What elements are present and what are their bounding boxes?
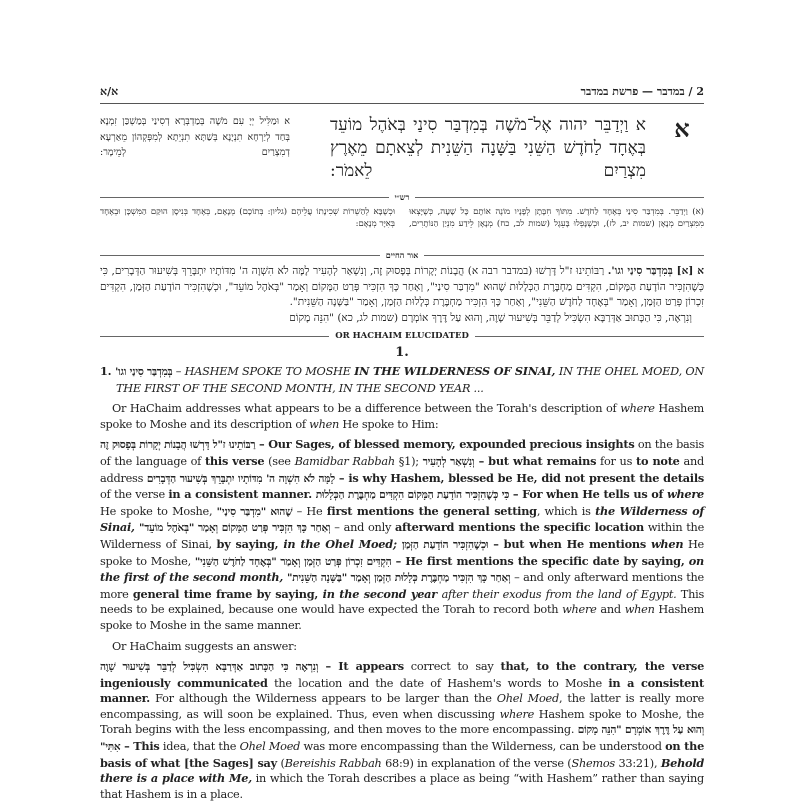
- text-segment: by saying,: [216, 536, 284, 551]
- text-segment: , the latter is really more encompassing, as will soon be explained. Thus, even when discussing: [100, 692, 705, 721]
- hebrew-quote: וּכְשֶׁהִזְכִּיר הוֹדָעַת הַזְּמַן: [401, 538, 489, 551]
- running-header: [100, 82, 704, 104]
- hebrew-quote: וְאַחַר כָּךְ הִזְכִּיר פְּרַט הַמָּקוֹם וְאָמַר "בְּאֹהֶל מוֹעֵד": [138, 522, 331, 535]
- rashi-text: (א) וַיְדַבֵּר. בְּמִדְבַּר סִינַי בְּאֶחָד לַחֹדֶשׁ. מִתּוֹךְ חִבָּתָן לְפָנָיו מוֹנֶה אוֹתָם כָּל שָׁעָה, כְּשֶׁיָּצְאוּ מִמִּצְרַיִם מְנָאָן (שמות יב, לז), וּכְשֶׁנָּפְלוּ בָּעֵגֶל (שמות לב, כח) מְנָאָן לֵידַע מִנְיַן הַנּוֹתָרִים, וּכְשֶׁבָּא לְהַשְׁרוֹת שְׁכִינָתוֹ עֲלֵיהֶם (גליון: בְּתוֹכָם) מְנָאָם, בְּאֶחָד בְּנִיסָן הוּקַם הַמִּשְׁכָּן וּבְאֶחָד בְּאִיָּר מְנָאָם:: [100, 207, 704, 229]
- text-segment: afterward mentions the: [573, 571, 704, 585]
- text-segment: where: [666, 487, 704, 502]
- elucidated-label: OR HACHAIM ELUCIDATED: [335, 331, 469, 341]
- text-segment: Ohel Moed: [496, 692, 559, 706]
- text-segment: – For when He tells us of: [509, 487, 667, 502]
- text-segment: Hashem spoke to Moshe in the same manner.: [100, 603, 704, 632]
- elucidation-paragraph: [100, 659, 704, 802]
- text-segment: when: [650, 536, 684, 551]
- text-segment: –: [172, 365, 185, 378]
- verse-text: א וַיְדַבֵּר יהוה אֶל־מֹשֶׁה בְּמִדְבַּר סִינַי בְּאֹהֶל מוֹעֵד בְּאֶחָד לַחֹדֶשׁ הַשֵּׁנִי בַּשָּׁנָה הַשֵּׁנִית לְצֵאתָם מֵאֶרֶץ מִצְרַיִם לֵאמֹר:: [330, 115, 646, 181]
- chapter-verse-ref: א/א: [100, 85, 119, 98]
- rashi-label: רש״י: [394, 192, 410, 202]
- hebrew-quote: בְּמִדְבַּר סִינַי וגו': [115, 366, 173, 378]
- text-segment: §1);: [394, 454, 423, 468]
- text-segment: Shemos: [571, 756, 615, 770]
- or-hachaim-p1: רַבּוֹתֵינוּ ז"ל דָּרְשׁוּ (במדבר רבה א) הֲבָנוֹת יְקָרוֹת בְּפָסוּק זֶה, וְנִשְׁאַר לְהָעִיר לָמָּה לֹא הִשְׁוָה ה' מִדּוֹתָיו יִתְבָּרֵךְ בְּשִׁיעוּר הַדְּבָרִים, כִּי כְּשֶׁהִזְכִּיר הוֹדָעַת הַמָּקוֹם, הִקְדִּים מַחְבֶּרֶת הַכְּלָלוּת שֶׁהוּא "מִדְבַּר סִינַי", וְאַחַר כָּךְ הִזְכִּיר פְּרַט הַמָּקוֹם וְאָמַר "בְּאֹהֶל מוֹעֵד", וּכְשֶׁהִזְכִּיר הוֹדָעַת הַזְּמַן, הִקְדִּים זִכְרוֹן פְּרַט הַזְּמַן, וְאָמַר "בְּאֶחָד לַחֹדֶשׁ הַשֵּׁנִי", וְאַחַר כָּךְ הִזְכִּיר מַחְבֶּרֶת כְּלָלוּת הַזְּמַן, וְאָמַר "בַּשָּׁנָה הַשֵּׁנִית".: [100, 265, 704, 308]
- hebrew-quote: הִקְדִּים זִכְרוֹן פְּרַט הַזְּמַן וְאָמַר "בְּאֶחָד לַחֹדֶשׁ הַשֵּׁנִי": [194, 555, 392, 568]
- parsha-title: 2 / במדבר — פרשת במדבר: [580, 85, 704, 98]
- text-segment: – He first mentions the specific date by saying,: [391, 553, 689, 568]
- text-segment: – This: [120, 739, 160, 754]
- text-segment: Ohel Moed: [239, 740, 301, 754]
- text-segment: idea, that the: [159, 740, 240, 754]
- text-segment: for us: [596, 454, 636, 468]
- text-segment: He spoke to Moshe,: [100, 537, 704, 568]
- text-segment: HASHEM SPOKE TO MOSHE: [184, 365, 355, 378]
- text-segment: more: [100, 587, 133, 601]
- elucidated-divider: [100, 331, 704, 341]
- text-segment: to note: [636, 453, 680, 468]
- text-segment: and address: [100, 454, 704, 485]
- text-segment: Behold there is a place with Me,: [100, 755, 705, 786]
- section-number: 1.: [395, 345, 409, 360]
- elucidation-paragraph: [100, 401, 704, 432]
- text-segment: IN THE WILDERNESS OF SINAI,: [354, 364, 559, 378]
- dibur-hamaschil: א [א] בְּמִדְבַּר סִינַי וגו'.: [607, 265, 704, 277]
- text-segment: the Wilderness of Sinai,: [100, 503, 704, 535]
- text-segment: Bereishis Rabbah: [284, 756, 382, 770]
- text-segment: – He: [292, 504, 327, 518]
- rashi-divider: [100, 192, 704, 202]
- text-segment: This needs to be explained, because one would have expected the Torah to record both: [100, 587, 705, 617]
- text-segment: on the first of the second month,: [100, 553, 704, 585]
- or-hachaim-label: אור החיים: [385, 250, 419, 260]
- elucidation-text: [100, 364, 704, 802]
- text-segment: only: [547, 571, 574, 585]
- hebrew-quote: שֶׁהוּא "מִדְבַּר סִינַי": [216, 505, 293, 518]
- elucidation-paragraph: [100, 437, 704, 633]
- hebrew-quote: וְאַחַר כָּךְ הִזְכִּיר מַחְבֶּרֶת כְּלָלוּת הַזְּמַן וְאָמַר "בַּשָּׁנָה הַשֵּׁנִית": [287, 572, 511, 585]
- text-segment: – and: [510, 571, 548, 585]
- text-segment: Hashem spoke to Moshe, the Torah begins with the less encompassing, and then moves to the more encompassing.: [100, 707, 704, 737]
- book-page: [100, 82, 704, 807]
- or-hachaim-hebrew: [100, 264, 704, 326]
- text-segment: Or HaChaim suggests an answer:: [112, 639, 297, 653]
- text-segment: (: [276, 756, 285, 770]
- text-segment: when: [624, 603, 655, 617]
- text-segment: within the Wilderness of Sinai,: [100, 521, 705, 551]
- hebrew-quote: וְנִרְאֶה כִּי הַכָּתוּב אַדְּרַבָּא הִשְׂכִּיל לְדַבֵּר בְּשִׁיעוּר שָׁוֶה: [100, 661, 319, 674]
- text-segment: in the second year: [322, 586, 442, 601]
- text-segment: correct to say: [403, 660, 501, 674]
- text-segment: afterward mentions the specific location: [394, 520, 644, 535]
- text-segment: in a consistent manner.: [168, 487, 316, 502]
- text-segment: after their exodus from the land of Egypt.: [441, 587, 677, 601]
- text-segment: first mentions the general setting: [326, 503, 537, 518]
- elucidation-paragraph: [100, 364, 704, 396]
- text-segment: – Our Sages, of blessed memory, expounded precious insights: [255, 437, 635, 452]
- hebrew-quote: לָמָּה לֹא הִשְׁוָה ה' מִדּוֹתָיו יִתְבָּרֵךְ בְּשִׁיעוּר הַדְּבָרִים: [146, 472, 335, 485]
- text-segment: Bamidbar Rabbah: [294, 454, 395, 468]
- text-segment: IN THE OHEL MOED, ON THE FIRST OF THE SECOND MONTH, IN THE SECOND YEAR ...: [116, 365, 705, 395]
- or-hachaim-paragraph: [100, 264, 704, 311]
- text-segment: in a consistent manner.: [100, 675, 704, 706]
- text-segment: where: [620, 402, 655, 416]
- text-segment: He spoke to Moshe,: [100, 504, 217, 518]
- text-segment: on the basis of the language of: [100, 438, 704, 468]
- chapter-letter: א: [674, 114, 690, 143]
- text-segment: – but what remains: [474, 453, 597, 468]
- text-segment: the location and the date of Hashem's words to Moshe: [267, 676, 609, 690]
- text-segment: – and: [330, 521, 368, 535]
- verse-block: [100, 114, 704, 186]
- text-segment: where: [499, 707, 535, 721]
- text-segment: – but when He mentions: [488, 536, 651, 551]
- text-segment: Or HaChaim addresses what appears to be a difference between the Torah's description of: [112, 402, 621, 416]
- elucidation-paragraph: [100, 639, 704, 655]
- hebrew-quote: רַבּוֹתֵינוּ ז"ל דָּרְשׁוּ הֲבָנוֹת יְקָרוֹת בְּפָסוּק זֶה: [100, 439, 256, 452]
- text-segment: in the Ohel Moed;: [283, 536, 402, 551]
- hebrew-quote: וְהוּא עַל דֶּרֶךְ אוֹמְרָם "הִנֵּה מָקוֹם אִתִּי": [100, 724, 704, 754]
- or-hachaim-divider: [100, 250, 704, 260]
- text-segment: – is why Hashem, blessed be He, did not present the details: [334, 470, 705, 485]
- text-segment: 1.: [100, 364, 116, 378]
- text-segment: , which is: [536, 504, 596, 518]
- text-segment: – It appears: [318, 659, 404, 674]
- text-segment: that, to the contrary, the verse ingeniously communicated: [100, 659, 705, 690]
- text-segment: in which the Torah describes a place as being “with Hashem” rather than saying that Hashem is in a place.: [100, 772, 705, 801]
- text-segment: and: [596, 603, 625, 617]
- text-segment: only: [368, 521, 395, 535]
- text-segment: where: [562, 603, 597, 617]
- text-segment: He spoke to Him:: [339, 417, 439, 431]
- text-segment: of the verse: [100, 488, 169, 502]
- or-hachaim-p2: וְנִרְאֶה, כִּי הַכָּתוּב אַדְּרַבָּא הִשְׂכִּיל לְדַבֵּר בְּשִׁיעוּר שָׁוֶה, וְהוּא עַל דֶּרֶךְ אוֹמְרָם (שמות לג, כא) "הִנֵּה מָקוֹם: [289, 311, 692, 324]
- text-segment: 33:21),: [614, 756, 661, 770]
- verse: [290, 114, 704, 186]
- text-segment: this verse: [204, 453, 265, 468]
- text-segment: 68:9) in explanation of the verse (: [381, 756, 572, 770]
- text-segment: Hashem spoke to Moshe and its description of: [100, 402, 704, 431]
- text-segment: on the basis of what [the Sages] say: [100, 739, 705, 770]
- text-segment: when: [309, 417, 340, 431]
- text-segment: (see: [264, 454, 295, 468]
- hebrew-quote: כִּי כְּשֶׁהִזְכִּיר הוֹדָעַת הַמָּקוֹם הִקְדִּים מַחְבֶּרֶת הַכְּלָלוּת: [315, 489, 510, 502]
- text-segment: For although the Wilderness appears to be larger than the: [150, 692, 497, 706]
- hebrew-quote: וְנִשְׁאַר לְהָעִיר: [422, 455, 475, 468]
- text-segment: general time frame by saying,: [132, 586, 323, 601]
- text-segment: was more encompassing than the Wilderness, can be understood: [300, 740, 666, 754]
- targum-text: א וּמַלִּיל יְיָ עִם מֹשֶׁה בְּמַדְבְּרָא דְסִינַי בְּמַשְׁכַּן זִמְנָא בְּחַד לְיַרְחָא תִנְיָנָא בְּשַׁתָּא תִנְיֵתָא לְמִפְּקְהוֹן מֵאַרְעָא דְמִצְרַיִם לְמֵימָר:: [100, 116, 290, 158]
